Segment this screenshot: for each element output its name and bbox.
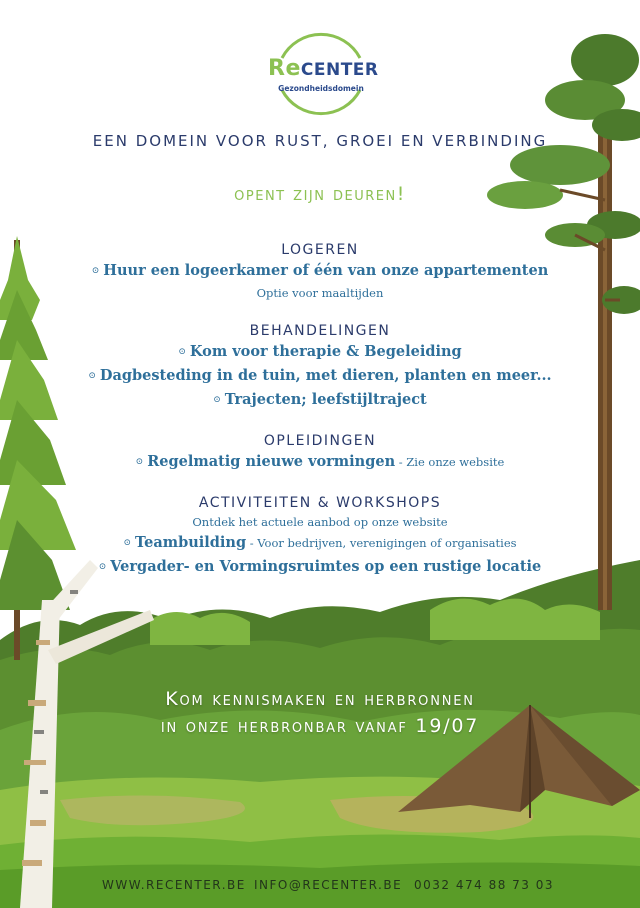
brand-subtitle: Gezondheidsdomein bbox=[278, 84, 364, 93]
section-note: Ontdek het actuele aanbod op onze website bbox=[192, 515, 448, 529]
item-text: Trajecten; leefstijltraject bbox=[224, 391, 427, 408]
section-title-logeren: LOGEREN bbox=[281, 242, 359, 258]
item-text: Regelmatig nieuwe vormingen bbox=[147, 453, 396, 470]
invitation-line-1: Kom kennismaken en herbronnen bbox=[165, 688, 475, 710]
list-item bbox=[60, 389, 580, 413]
footer bbox=[0, 878, 640, 898]
list-item bbox=[60, 556, 580, 580]
bullet-icon: ⊙ bbox=[98, 562, 107, 572]
logo bbox=[268, 28, 379, 120]
bullet-icon: ⊙ bbox=[91, 266, 100, 276]
item-text: Teambuilding bbox=[134, 534, 247, 551]
item-text: Huur een logeerkamer of één van onze appartementen bbox=[103, 262, 549, 279]
item-extra: - Voor bedrijven, verenigingen of organisaties bbox=[246, 536, 517, 550]
email-link[interactable]: INFO@RECENTER.BE bbox=[254, 878, 403, 892]
bullet-icon: ⊙ bbox=[88, 371, 96, 381]
item-text: Vergader- en Vormingsruimtes op een rustige locatie bbox=[110, 558, 542, 575]
item-text: Dagbesteding in de tuin, met dieren, planten en meer... bbox=[99, 367, 552, 384]
section-note: Optie voor maaltijden bbox=[256, 286, 384, 300]
services-list bbox=[60, 240, 580, 580]
list-item bbox=[60, 260, 580, 284]
section-title-activiteiten: ACTIVITEITEN & WORKSHOPS bbox=[198, 495, 442, 511]
list-item bbox=[60, 341, 580, 365]
phone-number[interactable]: 0032 474 88 73 03 bbox=[414, 878, 555, 892]
bullet-icon: ⊙ bbox=[135, 457, 144, 467]
bullet-icon: ⊙ bbox=[178, 347, 186, 357]
website-link[interactable]: WWW.RECENTER.BE bbox=[102, 878, 246, 892]
brand-name bbox=[268, 56, 379, 81]
headline: opent zijn deuren! bbox=[234, 183, 406, 205]
brand-part-center: CENTER bbox=[300, 60, 379, 80]
tagline: EEN DOMEIN VOOR RUST, GROEI EN VERBINDING bbox=[92, 132, 548, 150]
section-title-behandelingen: BEHANDELINGEN bbox=[249, 323, 391, 339]
section-title-opleidingen: OPLEIDINGEN bbox=[263, 433, 377, 449]
brand-part-re: Re bbox=[268, 56, 301, 81]
bullet-icon: ⊙ bbox=[123, 538, 131, 548]
list-item bbox=[60, 365, 580, 389]
invitation-line-2: in onze herbronbar vanaf 19/07 bbox=[160, 715, 480, 737]
list-item bbox=[60, 532, 580, 556]
item-text: Kom voor therapie & Begeleiding bbox=[189, 343, 462, 360]
invitation bbox=[0, 686, 640, 740]
item-extra: - Zie onze website bbox=[395, 455, 505, 469]
list-item bbox=[60, 451, 580, 475]
bullet-icon: ⊙ bbox=[213, 395, 221, 405]
